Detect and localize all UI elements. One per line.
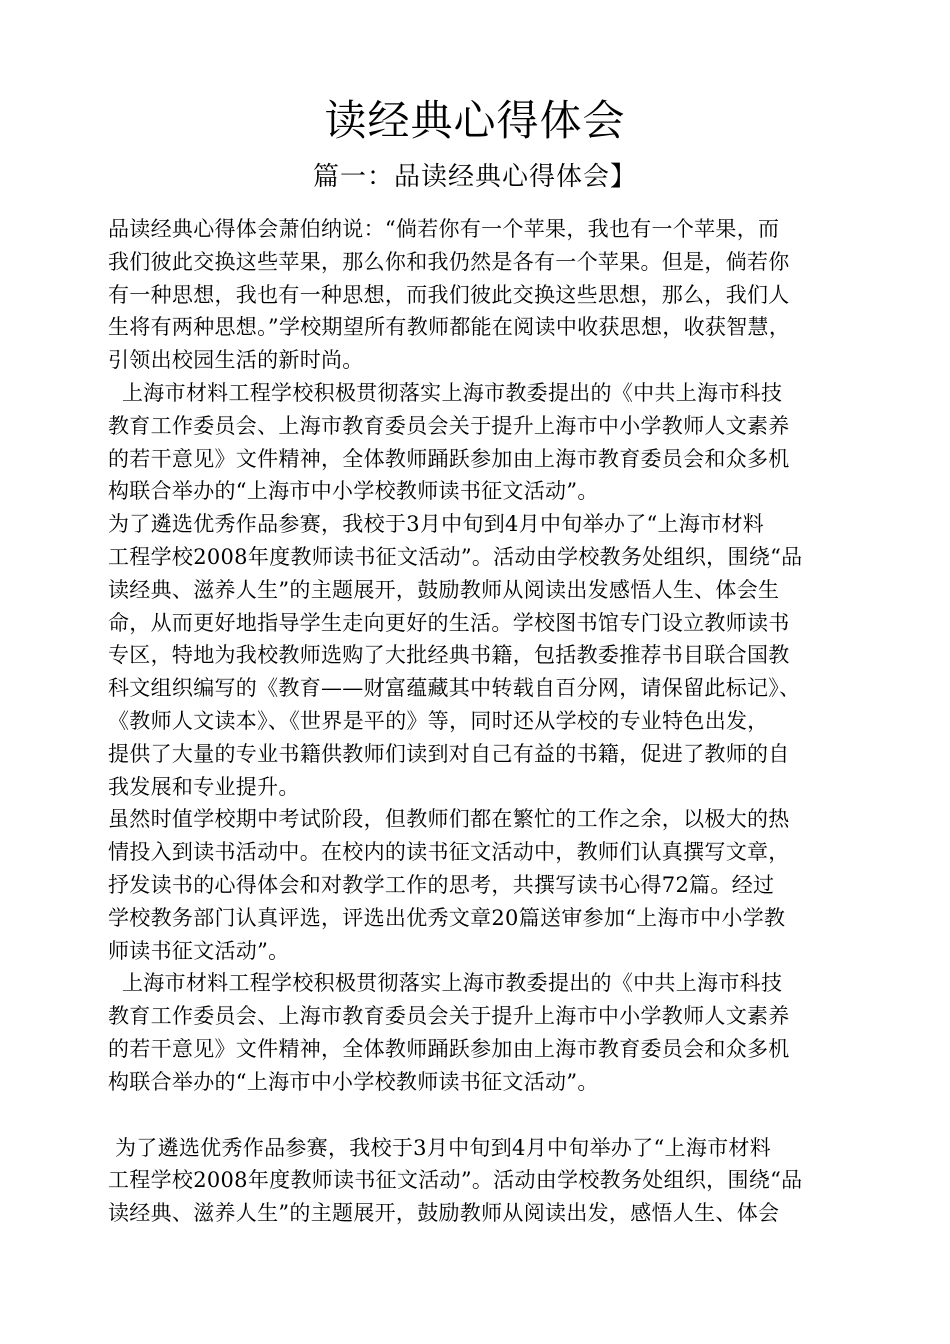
text-line: 学校教务部门认真评选，评选出优秀文章20篇送审参加“上海市中小学教 — [108, 905, 786, 930]
text-line: 专区，特地为我校教师选购了大批经典书籍，包括教委推荐书目联合国教 — [108, 643, 790, 668]
text-line: 品读经典心得体会萧伯纳说：“倘若你有一个苹果，我也有一个苹果，而 — [108, 217, 780, 241]
text-line: 上海市材料工程学校积极贯彻落实上海市教委提出的《中共上海市科技 — [108, 971, 783, 996]
text-line: 构联合举办的“上海市中小学校教师读书征文活动”。 — [108, 479, 599, 504]
text-line: 的若干意见》文件精神，全体教师踊跃参加由上海市教育委员会和众多机 — [108, 1036, 790, 1061]
text-line: 生将有两种思想。”学校期望所有教师都能在阅读中收获思想，收获智慧， — [108, 315, 791, 340]
text-line: 读经典、滋养人生”的主题展开，鼓励教师从阅读出发感悟人生、体会生 — [108, 577, 780, 602]
text-line: 《教师人文读本》、《世界是平的》等，同时还从学校的专业特色出发， — [108, 708, 769, 733]
text-line: 上海市材料工程学校积极贯彻落实上海市教委提出的《中共上海市科技 — [108, 380, 783, 405]
text-line: 我们彼此交换这些苹果，那么你和我仍然是各有一个苹果。但是，倘若你 — [108, 249, 790, 274]
text-line: 我发展和专业提升。 — [108, 774, 300, 799]
text-line: 命，从而更好地指导学生走向更好的生活。学校图书馆专门设立教师读书 — [108, 610, 790, 635]
text-line: 引领出校园生活的新时尚。 — [108, 348, 364, 373]
text-line: 的若干意见》文件精神，全体教师踊跃参加由上海市教育委员会和众多机 — [108, 446, 790, 471]
blank-line — [108, 1099, 858, 1132]
text-line: 工程学校2008年度教师读书征文活动”。活动由学校教务处组织，围绕“品 — [108, 544, 803, 569]
text-line: 师读书征文活动”。 — [108, 938, 290, 963]
text-line: 情投入到读书活动中。在校内的读书征文活动中，教师们认真撰写文章， — [108, 840, 790, 865]
text-line: 虽然时值学校期中考试阶段，但教师们都在繁忙的工作之余，以极大的热 — [108, 807, 790, 832]
document-title: 读经典心得体会 — [324, 96, 626, 145]
document-subtitle: 篇一：品读经典心得体会】 — [312, 162, 637, 192]
text-line: 构联合举办的“上海市中小学校教师读书征文活动”。 — [108, 1069, 599, 1094]
text-line: 教育工作委员会、上海市教育委员会关于提升上海市中小学教师人文素养 — [108, 413, 790, 438]
text-line: 抒发读书的心得体会和对教学工作的思考，共撰写读书心得72篇。经过 — [108, 872, 775, 897]
text-line: 工程学校2008年度教师读书征文活动”。活动由学校教务处组织，围绕“品 — [108, 1168, 803, 1193]
text-line: 提供了大量的专业书籍供教师们读到对自己有益的书籍，促进了教师的自 — [108, 741, 790, 766]
text-line: 为了遴选优秀作品参赛，我校于3月中旬到4月中旬举办了“上海市材料 — [108, 512, 765, 537]
text-line: 有一种思想，我也有一种思想，而我们彼此交换这些思想，那么，我们人 — [108, 282, 790, 307]
text-line: 教育工作委员会、上海市教育委员会关于提升上海市中小学教师人文素养 — [108, 1004, 790, 1029]
text-line: 读经典、滋养人生”的主题展开，鼓励教师从阅读出发，感悟人生、体会 — [108, 1201, 780, 1226]
document-body — [108, 213, 858, 1230]
text-line: 为了遴选优秀作品参赛，我校于3月中旬到4月中旬举办了“上海市材料 — [108, 1135, 772, 1160]
text-line: 科文组织编写的《教育——财富蕴藏其中转载自百分网，请保留此标记》、 — [108, 676, 801, 701]
